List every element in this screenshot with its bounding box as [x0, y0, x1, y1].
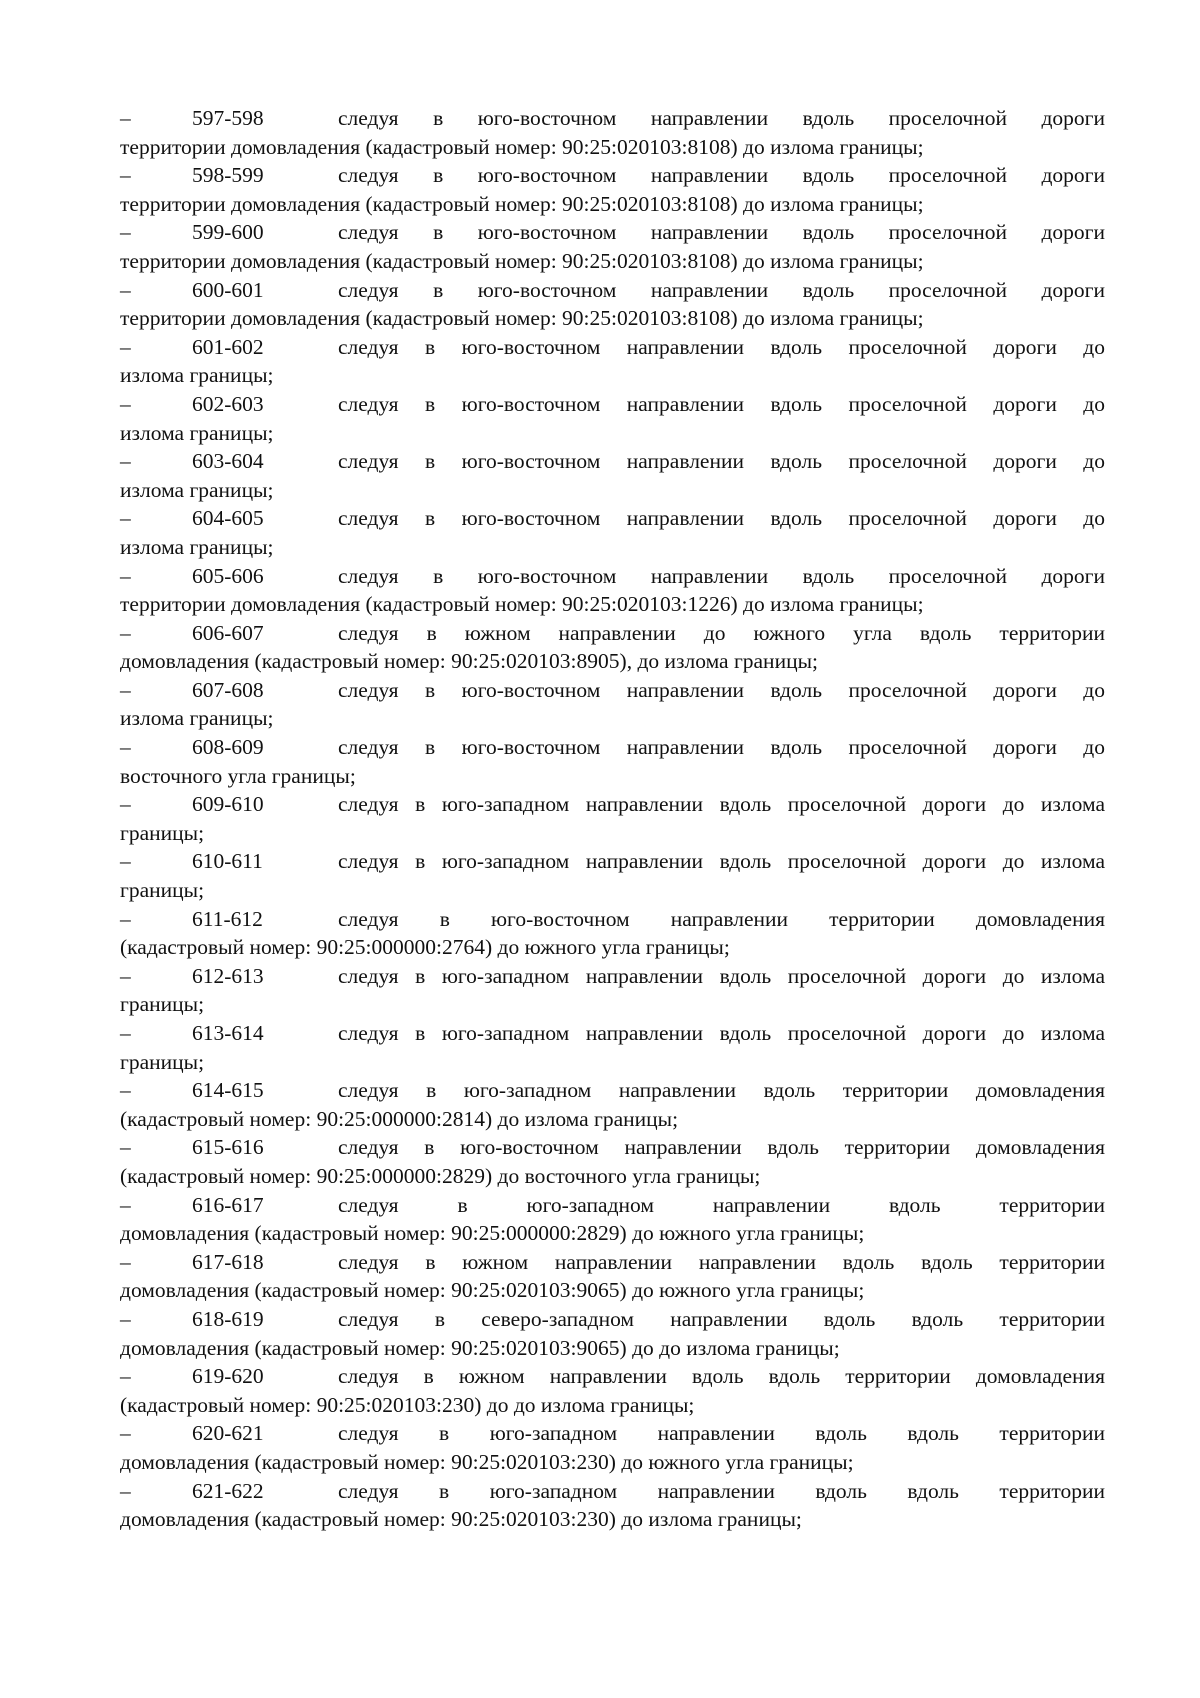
- segment-description-line1: следуя в юго-восточном направлении вдоль проселочной дороги: [338, 220, 1105, 245]
- segment-description-line1: следуя в южном направлении до южного угла вдоль территории: [338, 620, 1105, 645]
- entry-first-line: [120, 333, 1105, 362]
- entry-first-line: [120, 1305, 1105, 1334]
- entry-first-line: [120, 1477, 1105, 1506]
- entry-first-line: [120, 619, 1105, 648]
- list-dash: –: [120, 106, 131, 130]
- entry-first-line: [120, 733, 1105, 762]
- boundary-segment-entry: [120, 1076, 1105, 1133]
- segment-description-line2: границы;: [120, 992, 205, 1017]
- entry-first-line: [120, 962, 1105, 991]
- segment-description-line1: следуя в юго-восточном направлении вдоль проселочной дороги: [338, 106, 1105, 130]
- segment-description-line1: следуя в юго-восточном направлении вдоль проселочной дороги до: [338, 735, 1105, 760]
- list-dash: –: [120, 220, 131, 245]
- segment-point-range: 613-614: [192, 1021, 264, 1045]
- segment-description-line1: следуя в юго-восточном направлении вдоль проселочной дороги: [338, 277, 1105, 302]
- boundary-segment-entry: [120, 447, 1105, 504]
- list-dash: –: [120, 1078, 131, 1103]
- boundary-segment-entry: [120, 962, 1105, 1019]
- boundary-segment-entry: [120, 1362, 1105, 1419]
- segment-description-line1: следуя в юго-восточном направлении вдоль территории домовладения: [338, 1135, 1105, 1160]
- segment-description-line1: следуя в юго-восточном направлении вдоль проселочной дороги до: [338, 677, 1105, 702]
- list-dash: –: [120, 1478, 131, 1503]
- segment-description-line2: домовладения (кадастровый номер: 90:25:020103:230) до южного угла границы;: [120, 1449, 854, 1474]
- segment-description-line2: (кадастровый номер: 90:25:000000:2829) до восточного угла границы;: [120, 1163, 761, 1188]
- segment-point-range: 602-603: [192, 391, 264, 416]
- segment-point-range: 599-600: [192, 220, 264, 245]
- boundary-segment-entry: [120, 1305, 1105, 1362]
- list-dash: –: [120, 792, 131, 817]
- entry-first-line: [120, 562, 1105, 591]
- segment-description-line2: излома границы;: [120, 420, 274, 445]
- segment-point-range: 621-622: [192, 1478, 264, 1503]
- list-dash: –: [120, 334, 131, 359]
- segment-description-line2: территории домовладения (кадастровый номер: 90:25:020103:8108) до излома границы;: [120, 306, 924, 331]
- boundary-segment-entry: [120, 676, 1105, 733]
- list-dash: –: [120, 963, 131, 988]
- segment-point-range: 612-613: [192, 963, 264, 988]
- boundary-segment-entry: [120, 733, 1105, 790]
- segment-point-range: 610-611: [192, 849, 263, 874]
- boundary-segment-entry: [120, 218, 1105, 275]
- segment-description-line2: (кадастровый номер: 90:25:000000:2764) до южного угла границы;: [120, 935, 730, 960]
- segment-description-line2: (кадастровый номер: 90:25:000000:2814) до излома границы;: [120, 1106, 679, 1131]
- segment-description-line2: территории домовладения (кадастровый номер: 90:25:020103:1226) до излома границы;: [120, 592, 924, 617]
- segment-description-line1: следуя в юго-восточном направлении вдоль проселочной дороги до: [338, 334, 1105, 359]
- segment-description-line1: следуя в северо-западном направлении вдоль вдоль территории: [338, 1306, 1105, 1331]
- segment-description-line2: домовладения (кадастровый номер: 90:25:020103:9065) до южного угла границы;: [120, 1278, 865, 1303]
- boundary-segment-entry: [120, 1248, 1105, 1305]
- segment-description-line2: излома границы;: [120, 363, 274, 388]
- segment-description-line2: восточного угла границы;: [120, 763, 356, 788]
- list-dash: –: [120, 277, 131, 302]
- entry-first-line: [120, 1362, 1105, 1391]
- entry-first-line: [120, 790, 1105, 819]
- list-dash: –: [120, 1421, 131, 1446]
- segment-description-line1: следуя в юго-западном направлении вдоль проселочной дороги до излома: [338, 1021, 1105, 1045]
- entry-first-line: [120, 1076, 1105, 1105]
- segment-description-line2: домовладения (кадастровый номер: 90:25:000000:2829) до южного угла границы;: [120, 1221, 865, 1246]
- entry-first-line: [120, 1191, 1105, 1220]
- boundary-segment-entry: [120, 562, 1105, 619]
- segment-point-range: 611-612: [192, 906, 263, 931]
- entry-first-line: [120, 1019, 1105, 1048]
- boundary-segment-entry: [120, 333, 1105, 390]
- segment-description-line1: следуя в южном направлении вдоль вдоль территории домовладения: [338, 1364, 1105, 1389]
- boundary-segment-entry: [120, 1477, 1105, 1534]
- list-dash: –: [120, 391, 131, 416]
- segment-description-line1: следуя в юго-восточном направлении вдоль проселочной дороги до: [338, 449, 1105, 474]
- segment-point-range: 603-604: [192, 449, 264, 474]
- entry-first-line: [120, 1133, 1105, 1162]
- list-dash: –: [120, 849, 131, 874]
- boundary-segment-entry: [120, 390, 1105, 447]
- entry-first-line: [120, 161, 1105, 190]
- segment-point-range: 604-605: [192, 506, 264, 531]
- segment-point-range: 606-607: [192, 620, 264, 645]
- boundary-segment-entry: [120, 1133, 1105, 1190]
- segment-description-line1: следуя в юго-восточном направлении вдоль проселочной дороги: [338, 163, 1105, 188]
- entry-first-line: [120, 905, 1105, 934]
- list-dash: –: [120, 1135, 131, 1160]
- entry-first-line: [120, 218, 1105, 247]
- segment-description-line2: (кадастровый номер: 90:25:020103:230) до до излома границы;: [120, 1392, 695, 1417]
- entry-first-line: [120, 1248, 1105, 1277]
- boundary-segment-entry: [120, 276, 1105, 333]
- segment-description-line2: границы;: [120, 820, 205, 845]
- segment-point-range: 618-619: [192, 1306, 264, 1331]
- segment-point-range: 607-608: [192, 677, 264, 702]
- segment-description-line2: территории домовладения (кадастровый номер: 90:25:020103:8108) до излома границы;: [120, 248, 924, 273]
- entry-first-line: [120, 276, 1105, 305]
- segment-description-line1: следуя в юго-восточном направлении территории домовладения: [338, 906, 1105, 931]
- segment-point-range: 615-616: [192, 1135, 264, 1160]
- boundary-segment-entry: [120, 1019, 1105, 1076]
- segment-description-line2: домовладения (кадастровый номер: 90:25:020103:230) до излома границы;: [120, 1507, 802, 1532]
- segment-point-range: 598-599: [192, 163, 264, 188]
- segment-description-line1: следуя в юго-западном направлении вдоль вдоль территории: [338, 1478, 1105, 1503]
- segment-point-range: 614-615: [192, 1078, 264, 1103]
- segment-description-line1: следуя в южном направлении направлении вдоль вдоль территории: [338, 1249, 1105, 1274]
- segment-description-line2: границы;: [120, 878, 205, 903]
- entry-first-line: [120, 390, 1105, 419]
- list-dash: –: [120, 677, 131, 702]
- segment-point-range: 620-621: [192, 1421, 264, 1446]
- segment-point-range: 608-609: [192, 735, 264, 760]
- list-dash: –: [120, 1306, 131, 1331]
- segment-description-line1: следуя в юго-восточном направлении вдоль проселочной дороги: [338, 563, 1105, 588]
- segment-point-range: 616-617: [192, 1192, 264, 1217]
- boundary-segment-entry: [120, 790, 1105, 847]
- segment-description-line1: следуя в юго-западном направлении вдоль проселочной дороги до излома: [338, 849, 1105, 874]
- segment-description-line1: следуя в юго-западном направлении вдоль территории домовладения: [338, 1078, 1105, 1103]
- list-dash: –: [120, 1192, 131, 1217]
- boundary-segment-entry: [120, 161, 1105, 218]
- segment-description-line1: следуя в юго-восточном направлении вдоль проселочной дороги до: [338, 506, 1105, 531]
- list-dash: –: [120, 506, 131, 531]
- boundary-segment-entry: [120, 905, 1105, 962]
- entry-first-line: [120, 676, 1105, 705]
- segment-description-line2: излома границы;: [120, 534, 274, 559]
- segment-description-line1: следуя в юго-западном направлении вдоль проселочной дороги до излома: [338, 963, 1105, 988]
- boundary-segment-entry: [120, 847, 1105, 904]
- segment-point-range: 597-598: [192, 106, 264, 130]
- boundary-segment-entry: [120, 104, 1105, 161]
- segment-description-line2: излома границы;: [120, 706, 274, 731]
- entry-first-line: [120, 104, 1105, 133]
- segment-description-line1: следуя в юго-западном направлении вдоль вдоль территории: [338, 1421, 1105, 1446]
- boundary-description-list: [120, 104, 1105, 1534]
- segment-point-range: 605-606: [192, 563, 264, 588]
- list-dash: –: [120, 735, 131, 760]
- boundary-segment-entry: [120, 1419, 1105, 1476]
- segment-description-line2: территории домовладения (кадастровый номер: 90:25:020103:8108) до излома границы;: [120, 191, 924, 216]
- entry-first-line: [120, 1419, 1105, 1448]
- segment-description-line2: границы;: [120, 1049, 205, 1074]
- segment-description-line1: следуя в юго-западном направлении вдоль территории: [338, 1192, 1105, 1217]
- segment-point-range: 609-610: [192, 792, 264, 817]
- list-dash: –: [120, 563, 131, 588]
- segment-description-line2: домовладения (кадастровый номер: 90:25:020103:8905), до излома границы;: [120, 649, 818, 674]
- list-dash: –: [120, 906, 131, 931]
- entry-first-line: [120, 447, 1105, 476]
- segment-point-range: 617-618: [192, 1249, 264, 1274]
- list-dash: –: [120, 1021, 131, 1045]
- boundary-segment-entry: [120, 1191, 1105, 1248]
- boundary-segment-entry: [120, 619, 1105, 676]
- segment-description-line2: домовладения (кадастровый номер: 90:25:020103:9065) до до излома границы;: [120, 1335, 840, 1360]
- entry-first-line: [120, 504, 1105, 533]
- list-dash: –: [120, 449, 131, 474]
- entry-first-line: [120, 847, 1105, 876]
- boundary-segment-entry: [120, 504, 1105, 561]
- list-dash: –: [120, 620, 131, 645]
- segment-point-range: 601-602: [192, 334, 264, 359]
- list-dash: –: [120, 163, 131, 188]
- segment-point-range: 619-620: [192, 1364, 264, 1389]
- segment-description-line2: излома границы;: [120, 477, 274, 502]
- segment-description-line2: территории домовладения (кадастровый номер: 90:25:020103:8108) до излома границы;: [120, 134, 924, 159]
- segment-point-range: 600-601: [192, 277, 264, 302]
- list-dash: –: [120, 1364, 131, 1389]
- segment-description-line1: следуя в юго-западном направлении вдоль проселочной дороги до излома: [338, 792, 1105, 817]
- segment-description-line1: следуя в юго-восточном направлении вдоль проселочной дороги до: [338, 391, 1105, 416]
- list-dash: –: [120, 1249, 131, 1274]
